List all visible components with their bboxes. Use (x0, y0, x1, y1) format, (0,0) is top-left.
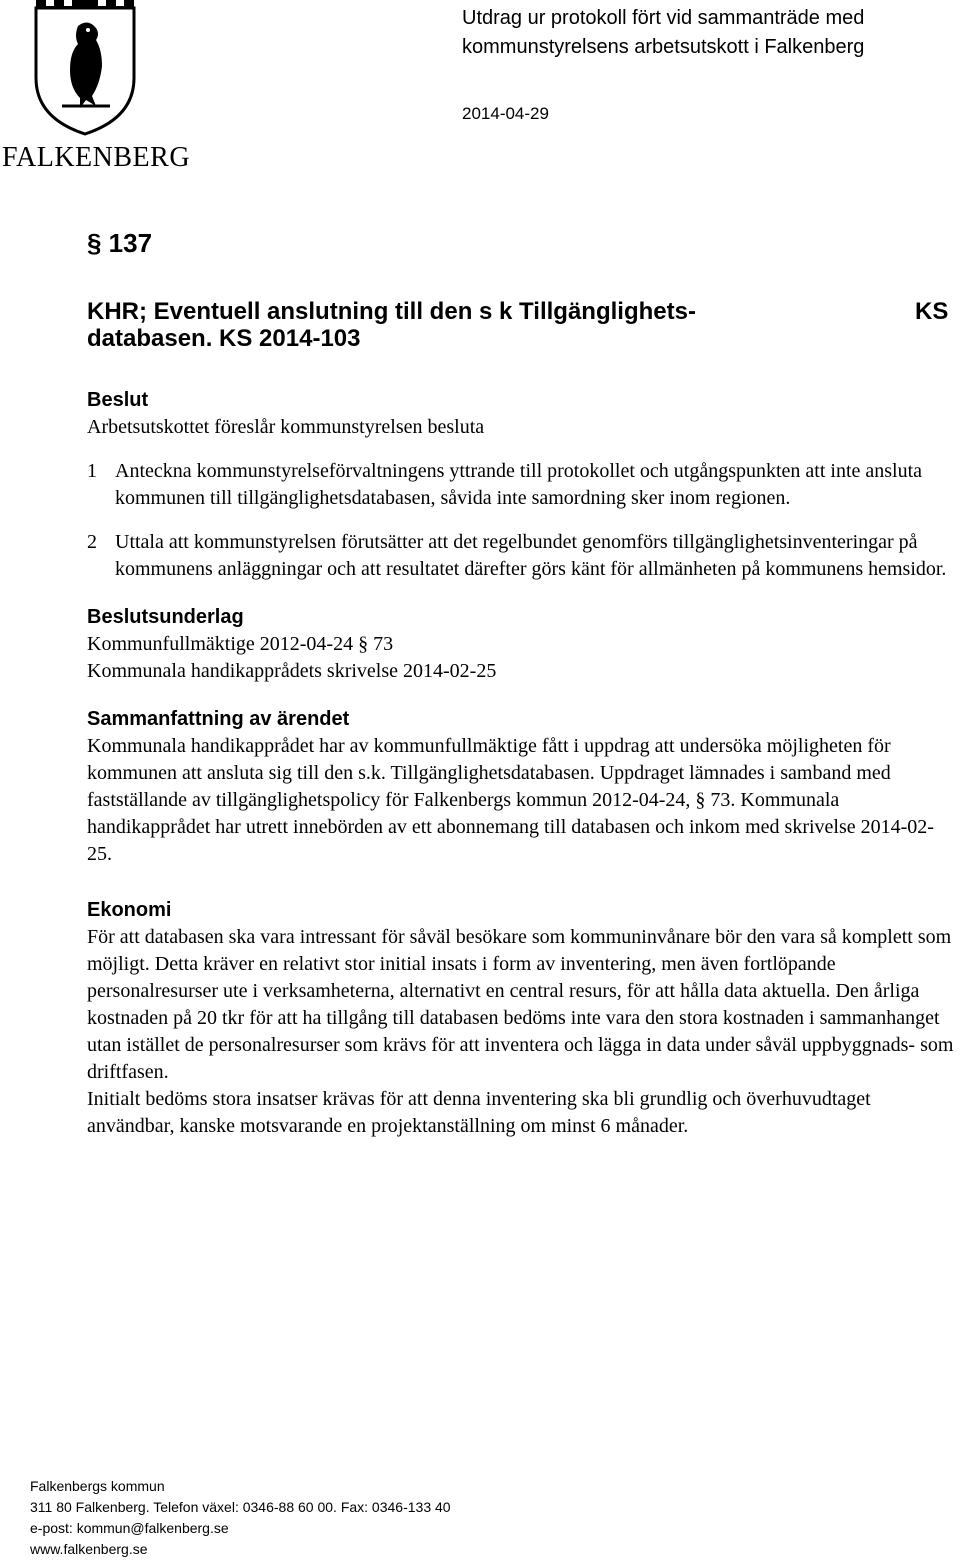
economy-text-1: För att databasen ska vara intressant för såväl besökare som kommuninvånare bör den vara så komplett som möjligt. Detta kräver en relativt stor initial insats i form av inventering, men även fortlöpande personalresurser ute i verksamheterna, alternativt en central resurs, för att hålla data aktuella. Den årliga kostnaden på 20 tkr för att ha tillgång till databasen bedöms inte vara den stora kostnaden i sammanhanget utan istället de personalresurser som krävs för att inventera och lägga in data under såväl uppbyggnads- som driftfasen. (87, 926, 954, 1083)
basis-section (87, 603, 955, 685)
protocol-header (462, 4, 864, 62)
footer-email: e-post: kommun@falkenberg.se (30, 1520, 229, 1536)
basis-line-2: Kommunala handikapprådets skrivelse 2014-02-25 (87, 660, 497, 682)
decision-item-text: Uttala att kommunstyrelsen förutsätter att det regelbundet genomförs tillgänglighetsinventeringar på kommunens anläggningar och att resultatet därefter görs känt för allmänheten på kommunens hemsidor. (115, 531, 947, 580)
page-footer (30, 1476, 451, 1560)
decision-item-2 (87, 529, 955, 583)
basis-line-1: Kommunfullmäktige 2012-04-24 § 73 (87, 633, 394, 655)
protocol-header-line-2: kommunstyrelsens arbetsutskott i Falkenberg (462, 36, 865, 58)
municipality-logo (0, 0, 191, 180)
protocol-header-line-1: Utdrag ur protokoll fört vid sammanträde med (462, 7, 865, 29)
basis-heading: Beslutsunderlag (87, 606, 244, 628)
case-title (87, 298, 807, 352)
summary-section (87, 705, 955, 868)
case-title-line-1: KHR; Eventuell anslutning till den s k Tillgänglighets- (87, 298, 696, 325)
summary-heading: Sammanfattning av ärendet (87, 708, 350, 730)
footer-organization: Falkenbergs kommun (30, 1478, 165, 1494)
logo-wordmark: FALKENBERG (2, 142, 191, 173)
economy-section (87, 896, 955, 1140)
meeting-date: 2014-04-29 (462, 104, 549, 123)
coat-of-arms-icon (30, 0, 140, 138)
decision-item-text: Anteckna kommunstyrelseförvaltningens yttrande till protokollet och utgångspunkten att inte ansluta kommunen till tillgänglighetsdatabasen, såvida inte samordning sker inom regionen. (115, 460, 923, 509)
summary-text: Kommunala handikapprådet har av kommunfullmäktige fått i uppdrag att undersöka möjligheten för kommunen att ansluta sig till den s.k. Tillgänglighetsdatabasen. Uppdraget lämnades i samband med fastställande av tillgänglighetspolicy för Falkenbergs kommun 2012-04-24, § 73. Kommunala handikapprådet har utrett innebörden av ett abonnemang till databasen och inkom med skrivelse 2014-02-25. (87, 735, 934, 865)
case-title-line-2: databasen. KS 2014-103 (87, 325, 361, 352)
committee-label: KS (915, 298, 949, 325)
footer-website: www.falkenberg.se (30, 1541, 148, 1557)
economy-heading: Ekonomi (87, 899, 172, 921)
decision-section (87, 386, 955, 583)
decision-item-1 (87, 458, 955, 512)
paragraph-number: § 137 (87, 228, 153, 258)
decision-item-number: 1 (87, 460, 97, 482)
footer-address: 311 80 Falkenberg. Telefon växel: 0346-88 60 00. Fax: 0346-133 40 (30, 1499, 451, 1515)
decision-heading: Beslut (87, 389, 149, 411)
decision-item-number: 2 (87, 531, 97, 553)
economy-text-2: Initialt bedöms stora insatser krävas för att denna inventering ska bli grundlig och överhuvudtaget användbar, kanske motsvarande en projektanställning om minst 6 månader. (87, 1088, 871, 1137)
document-body (87, 386, 955, 1140)
decision-intro: Arbetsutskottet föreslår kommunstyrelsen besluta (87, 416, 485, 438)
